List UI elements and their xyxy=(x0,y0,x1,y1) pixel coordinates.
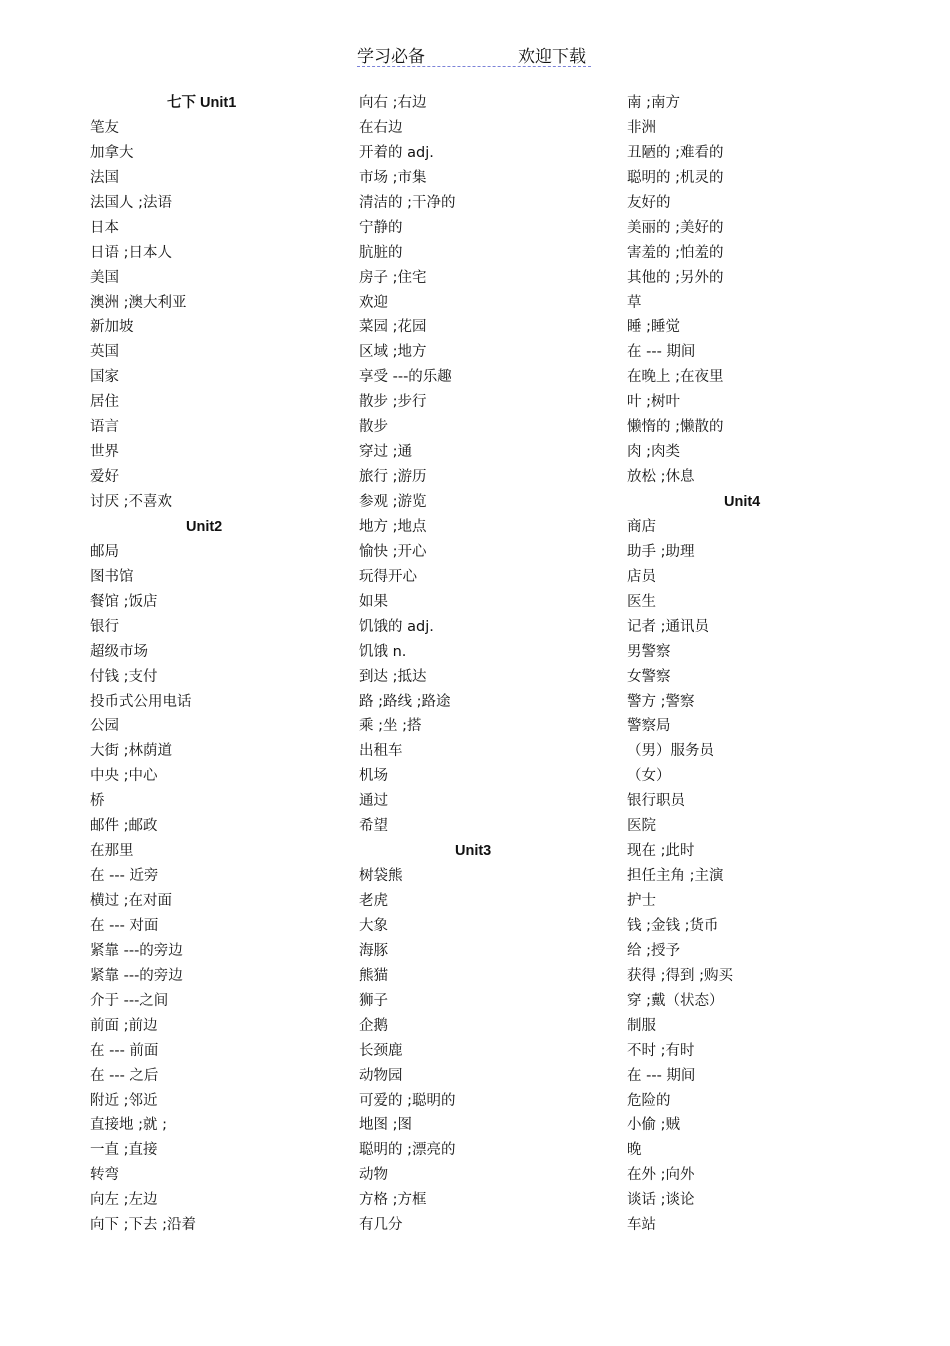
vocab-entry: 出租车 xyxy=(359,743,403,760)
vocab-column-1 xyxy=(90,91,330,1238)
vocab-entry: 危险的 xyxy=(627,1092,671,1109)
vocab-entry: 新加坡 xyxy=(90,319,134,336)
vocab-entry: 机场 xyxy=(359,768,388,785)
vocab-entry: 在 --- 期间 xyxy=(627,344,696,361)
vocab-entry: 老虎 xyxy=(359,893,388,909)
vocab-entry: 现在 ;此时 xyxy=(627,843,695,860)
unit-heading: Unit2 xyxy=(186,518,223,535)
vocab-entry: 警察局 xyxy=(627,718,671,735)
vocab-entry: 旅行 ;游历 xyxy=(359,469,427,486)
vocab-entry: 非洲 xyxy=(627,119,656,136)
vocab-entry: 饥饿 n. xyxy=(359,643,407,660)
vocab-entry: 讨厌 ;不喜欢 xyxy=(90,494,172,510)
vocab-entry: 海豚 xyxy=(359,942,388,959)
vocab-entry: 在 --- 之后 xyxy=(90,1067,159,1084)
vocab-entry: 不时 ;有时 xyxy=(627,1042,695,1059)
vocab-entry: 制服 xyxy=(627,1017,656,1034)
vocab-entry: 护士 xyxy=(627,893,656,909)
vocab-entry: 介于 ---之间 xyxy=(90,992,169,1009)
vocab-entry: 地图 ;图 xyxy=(359,1117,412,1134)
vocab-entry: 餐馆 ;饭店 xyxy=(90,593,158,610)
vocab-entry: 在外 ;向外 xyxy=(627,1167,695,1184)
vocab-entry: 图书馆 xyxy=(90,568,134,585)
vocab-entry: 享受 ---的乐趣 xyxy=(359,369,452,386)
vocab-entry: 附近 ;邻近 xyxy=(90,1092,158,1109)
vocab-entry: 横过 ;在对面 xyxy=(90,893,172,909)
vocab-entry: 紧靠 ---的旁边 xyxy=(90,942,183,959)
vocab-entry: 长颈鹿 xyxy=(359,1042,403,1059)
vocab-entry: 日语 ;日本人 xyxy=(90,244,172,261)
vocab-entry: 穿过 ;通 xyxy=(359,444,412,461)
vocab-entry: 担任主角 ;主演 xyxy=(627,868,724,885)
vocab-entry: 女警察 xyxy=(627,668,671,685)
vocab-entry: 懒惰的 ;懒散的 xyxy=(627,419,724,436)
vocab-entry: 清洁的 ;干净的 xyxy=(359,194,456,211)
header-left-text: 学习必备 xyxy=(357,47,425,67)
vocab-entry: 语言 xyxy=(90,419,119,436)
vocab-entry: 企鹅 xyxy=(359,1017,388,1034)
vocab-entry: 钱 ;金钱 ;货币 xyxy=(627,917,719,934)
vocab-entry: 日本 xyxy=(90,219,119,236)
vocab-entry: 银行职员 xyxy=(627,793,685,810)
vocab-entry: 聪明的 ;漂亮的 xyxy=(359,1142,456,1159)
vocab-entry: 其他的 ;另外的 xyxy=(627,269,724,286)
vocab-entry: 宁静的 xyxy=(359,219,403,236)
vocab-entry: 有几分 xyxy=(359,1217,403,1234)
vocab-entry: 叶 ;树叶 xyxy=(627,394,680,411)
vocab-entry: 警方 ;警察 xyxy=(627,693,695,710)
vocab-entry: 澳洲 ;澳大利亚 xyxy=(90,294,187,311)
vocab-entry: 店员 xyxy=(627,568,656,585)
vocab-entry: 英国 xyxy=(90,344,119,361)
vocab-entry: 付钱 ;支付 xyxy=(90,668,158,685)
vocab-entry: 树袋熊 xyxy=(359,868,403,885)
vocab-entry: 美国 xyxy=(90,269,119,286)
vocab-entry: 商店 xyxy=(627,518,656,535)
vocab-entry: 获得 ;得到 ;购买 xyxy=(627,967,733,984)
vocab-column-2 xyxy=(359,91,599,1238)
vocab-entry: 向下 ;下去 ;沿着 xyxy=(90,1217,196,1234)
vocab-entry: 穿 ;戴（状态） xyxy=(627,992,724,1009)
vocab-entry: 乘 ;坐 ;搭 xyxy=(359,718,422,735)
vocab-entry: 在 --- 近旁 xyxy=(90,868,159,885)
vocab-entry: 转弯 xyxy=(90,1167,119,1184)
vocab-entry: 地方 ;地点 xyxy=(359,518,427,535)
vocab-entry: 肮脏的 xyxy=(359,244,403,261)
unit-heading: Unit4 xyxy=(724,494,761,510)
vocab-entry: 菜园 ;花园 xyxy=(359,319,427,336)
vocab-entry: 邮件 ;邮政 xyxy=(90,818,158,835)
vocab-entry: 南 ;南方 xyxy=(627,95,680,111)
vocab-entry: 直接地 ;就 ; xyxy=(90,1117,167,1134)
vocab-entry: 邮局 xyxy=(90,543,119,560)
vocab-entry: 美丽的 ;美好的 xyxy=(627,219,724,236)
vocab-entry: 投币式公用电话 xyxy=(90,693,192,710)
vocab-entry: 国家 xyxy=(90,369,119,386)
vocab-entry: 区域 ;地方 xyxy=(359,344,427,361)
unit-heading: Unit3 xyxy=(455,843,492,860)
vocab-entry: 法国 xyxy=(90,169,119,186)
vocab-entry: 害羞的 ;怕羞的 xyxy=(627,244,724,261)
vocab-entry: 可爱的 ;聪明的 xyxy=(359,1092,456,1109)
vocab-entry: 居住 xyxy=(90,394,119,411)
vocab-entry: 给 ;授予 xyxy=(627,942,680,959)
vocab-entry: 聪明的 ;机灵的 xyxy=(627,169,724,186)
vocab-entry: 参观 ;游览 xyxy=(359,494,427,510)
vocab-entry: 爱好 xyxy=(90,469,119,486)
vocab-entry: 饥饿的 adj. xyxy=(359,618,434,635)
vocab-entry: 医院 xyxy=(627,818,656,835)
vocab-entry: 到达 ;抵达 xyxy=(359,668,427,685)
vocab-entry: 晚 xyxy=(627,1142,642,1159)
vocab-entry: 向右 ;右边 xyxy=(359,95,427,111)
vocab-entry: 狮子 xyxy=(359,992,388,1009)
vocab-entry: 前面 ;前边 xyxy=(90,1017,158,1034)
vocab-entry: （女） xyxy=(627,768,671,785)
vocab-entry: 加拿大 xyxy=(90,144,134,161)
vocab-entry: 在 --- 前面 xyxy=(90,1042,159,1059)
vocab-entry: 中央 ;中心 xyxy=(90,768,158,785)
vocab-entry: 散步 ;步行 xyxy=(359,394,427,411)
vocab-column-3 xyxy=(627,91,867,1238)
vocab-entry: 动物园 xyxy=(359,1067,403,1084)
vocab-entry: 大街 ;林荫道 xyxy=(90,743,172,760)
vocab-entry: 房子 ;住宅 xyxy=(359,269,427,286)
vocab-entry: 男警察 xyxy=(627,643,671,660)
vocab-entry: 向左 ;左边 xyxy=(90,1192,158,1209)
vocab-entry: 希望 xyxy=(359,818,388,835)
vocab-entry: 放松 ;休息 xyxy=(627,469,695,486)
vocab-entry: 法国人 ;法语 xyxy=(90,194,172,211)
vocab-entry: 车站 xyxy=(627,1217,656,1234)
vocab-entry: 在右边 xyxy=(359,119,403,136)
vocab-entry: 桥 xyxy=(90,793,105,810)
vocab-entry: 散步 xyxy=(359,419,388,436)
vocab-entry: 熊猫 xyxy=(359,967,388,984)
vocab-entry: 一直 ;直接 xyxy=(90,1142,158,1159)
vocab-entry: 世界 xyxy=(90,444,119,461)
vocab-entry: 肉 ;肉类 xyxy=(627,444,680,461)
vocab-entry: 小偷 ;贼 xyxy=(627,1117,680,1134)
unit-heading: 七下 Unit1 xyxy=(167,95,237,111)
vocab-entry: 市场 ;市集 xyxy=(359,169,427,186)
vocab-entry: 笔友 xyxy=(90,119,119,136)
page-header xyxy=(357,40,591,67)
vocab-entry: 路 ;路线 ;路途 xyxy=(359,693,451,710)
vocab-entry: 睡 ;睡觉 xyxy=(627,319,680,336)
vocab-entry: 丑陋的 ;难看的 xyxy=(627,144,724,161)
vocab-entry: 谈话 ;谈论 xyxy=(627,1192,695,1209)
vocab-entry: 如果 xyxy=(359,593,388,610)
vocab-entry: 超级市场 xyxy=(90,643,148,660)
vocab-entry: 记者 ;通讯员 xyxy=(627,618,709,635)
vocab-entry: 大象 xyxy=(359,917,388,934)
vocab-entry: 医生 xyxy=(627,593,656,610)
vocab-entry: 友好的 xyxy=(627,194,671,211)
vocab-entry: 在 --- 期间 xyxy=(627,1067,696,1084)
vocab-entry: 方格 ;方框 xyxy=(359,1192,427,1209)
vocab-entry: （男）服务员 xyxy=(627,743,714,760)
vocab-entry: 通过 xyxy=(359,793,388,810)
header-right-text: 欢迎下载 xyxy=(518,47,586,67)
vocab-entry: 公园 xyxy=(90,718,119,735)
vocab-entry: 助手 ;助理 xyxy=(627,543,695,560)
vocab-entry: 愉快 ;开心 xyxy=(359,543,427,560)
vocab-entry: 玩得开心 xyxy=(359,568,417,585)
vocab-entry: 在晚上 ;在夜里 xyxy=(627,369,724,386)
vocab-entry: 在 --- 对面 xyxy=(90,917,159,934)
vocab-entry: 在那里 xyxy=(90,843,134,860)
vocab-entry: 银行 xyxy=(90,618,119,635)
vocab-entry: 动物 xyxy=(359,1167,388,1184)
vocab-entry: 开着的 adj. xyxy=(359,144,434,161)
vocab-entry: 草 xyxy=(627,294,642,311)
vocab-entry: 欢迎 xyxy=(359,294,388,311)
vocab-entry: 紧靠 ---的旁边 xyxy=(90,967,183,984)
